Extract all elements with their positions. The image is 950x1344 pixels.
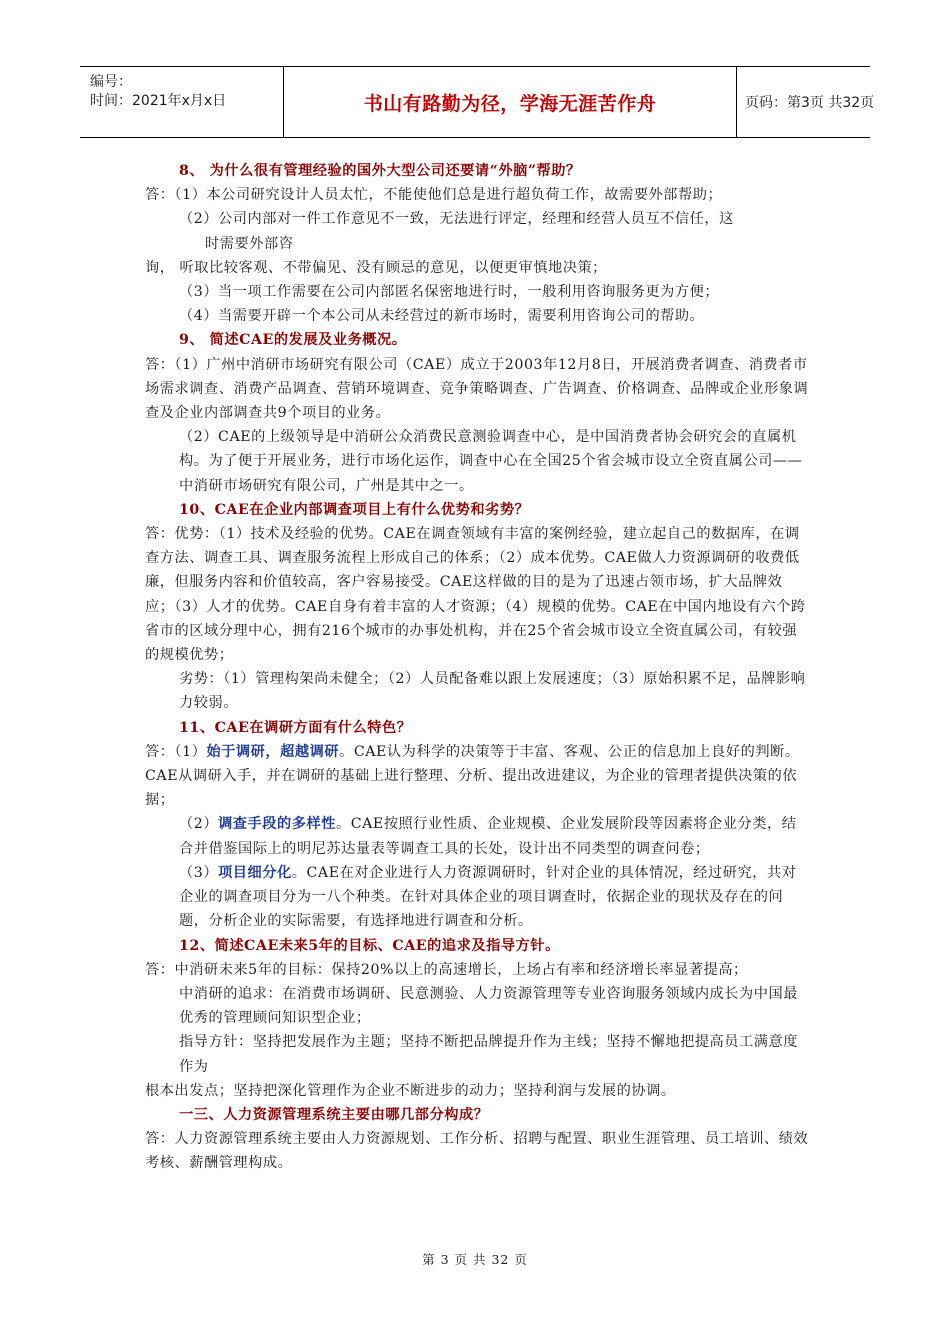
answer-9-para-1: 答：（1）广州中消研市场研究有限公司（CAE）成立于2003年12月8日，开展消费者调查、消费者市场需求调查、消费产品调查、营销环境调查、竞争策略调查、广告调查、价格调查、品牌或企业形象调查及企业内部调查共9个项目的业务。 (145, 356, 809, 422)
question-13: 一三、人力资源管理系统主要由哪几部分构成？ (179, 1106, 489, 1123)
question-9: 9、 简述CAE的发展及业务概况。 (179, 332, 407, 349)
question-12: 12、简述CAE未来5年的目标、CAE的追求及指导方针。 (179, 937, 560, 954)
answer-8-line-5: （3）当一项工作需要在公司内部匿名保密地进行时，一般利用咨询服务更为方便； (179, 284, 720, 301)
document-body (145, 159, 810, 1176)
answer-11-para-1: 答：（1）始于调研，超越调研。CAE认为科学的决策等于丰富、客观、公正的信息加上良好的判断。CAE从调研入手，并在调研的基础上进行整理、分析、提出改进建议，为企业的管理者提供决策的依据； (145, 743, 800, 809)
answer-11-para-2: （2）调查手段的多样性。CAE按照行业性质、企业规模、企业发展阶段等因素将企业分类，结合并借鉴国际上的明尼苏达量表等调查工具的长处，设计出不同类型的调查问卷； (179, 816, 797, 857)
question-10: 10、CAE在企业内部调查项目上有什么优势和劣势？ (179, 501, 530, 518)
highlight-text: 始于调研，超越调研 (206, 743, 340, 760)
document-time-label: 时间：2021年x月x日 (90, 93, 227, 109)
document-number-label: 编号： (90, 74, 132, 90)
question-8: 8、 为什么很有管理经验的国外大型公司还要请“外脑”帮助？ (179, 163, 581, 179)
answer-8-line-6: （4）当需要开辟一个本公司从未经营过的新市场时，需要利用咨询公司的帮助。 (179, 308, 705, 325)
header-meta (80, 67, 283, 137)
answer-8-line-4: 询， 听取比较客观、不带偏见、没有顾忌的意见，以便更审慎地决策； (145, 259, 607, 276)
answer-12-para-3: 指导方针：坚持把发展作为主题；坚持不断把品牌提升作为主线；坚持不懈地把提高员工满意度作为 (179, 1034, 798, 1075)
answer-8-line-2: （2）公司内部对一件工作意见不一致，无法进行评定，经理和经营人员互不信任，这 (179, 211, 734, 228)
answer-10-para-2: 劣势：（1）管理构架尚未健全；（2）人员配备难以跟上发展速度；（3）原始积累不足，品牌影响力较弱。 (179, 671, 806, 712)
highlight-text: 调查手段的多样性 (218, 816, 336, 833)
highlight-text: 项目细分化 (218, 864, 292, 881)
answer-11-para-3: （3）项目细分化。CAE在对企业进行人力资源调研时，针对企业的具体情况，经过研究，共对企业的调查项目分为一八个种类。在针对具体企业的项目调查时，依据企业的现状及存在的问题，分析企业的实际需要，有选择地进行调查和分析。 (179, 864, 797, 930)
answer-8-line-1: 答：（1）本公司研究设计人员太忙，不能使他们总是进行超负荷工作，故需要外部帮助； (145, 187, 723, 204)
answer-12-para-2: 中消研的追求：在消费市场调研、民意测验、人力资源管理等专业咨询服务领域内成长为中国最优秀的管理顾问知识型企业； (179, 985, 798, 1027)
answer-8-line-3: 时需要外部咨 (205, 235, 294, 252)
answer-9-para-2: （2）CAE的上级领导是中消研公众消费民意测验调查中心，是中国消费者协会研究会的直属机构。为了便于开展业务，进行市场化运作，调查中心在全国25个省会城市设立全资直属公司——中消研市场研究有限公司，广州是其中之一。 (179, 429, 803, 494)
answer-12-para-4: 根本出发点；坚持把深化管理作为企业不断进步的动力；坚持利润与发展的协调。 (145, 1082, 676, 1099)
header-page-info: 页码：第3页 共32页 (745, 95, 875, 111)
header-motto: 书山有路勤为径，学海无涯苦作舟 (283, 67, 737, 137)
answer-13-para-1: 答：人力资源管理系统主要由人力资源规划、工作分析、招聘与配置、职业生涯管理、员工培训、绩效考核、薪酬管理构成。 (145, 1131, 809, 1172)
answer-12-para-1: 答：中消研未来5年的目标：保持20%以上的高速增长，上场占有率和经济增长率显著提高； (145, 961, 748, 978)
answer-10-para-1: 答：优势：（1）技术及经验的优势。CAE在调查领域有丰富的案例经验，建立起自己的数据库，在调查方法、调查工具、调查服务流程上形成自己的体系；（2）成本优势。CAE做人力资源调研的收费低廉，但服务内容和价值较高，客户容易接受。CAE这样做的目的是为了迅速占领市场，扩大品牌效应；（3）人才的优势。CAE自身有着丰富的人才资源；（4）规模的优势。CAE在中国内地设有六个跨省市的区域分理中心，拥有216个城市的办事处机构，并在25个省会城市设立全资直属公司，有较强的规模优势； (145, 526, 806, 664)
question-11: 11、CAE在调研方面有什么特色？ (179, 719, 412, 736)
page-header (80, 66, 875, 138)
page-footer: 第 3 页 共 32 页 (422, 1252, 528, 1267)
